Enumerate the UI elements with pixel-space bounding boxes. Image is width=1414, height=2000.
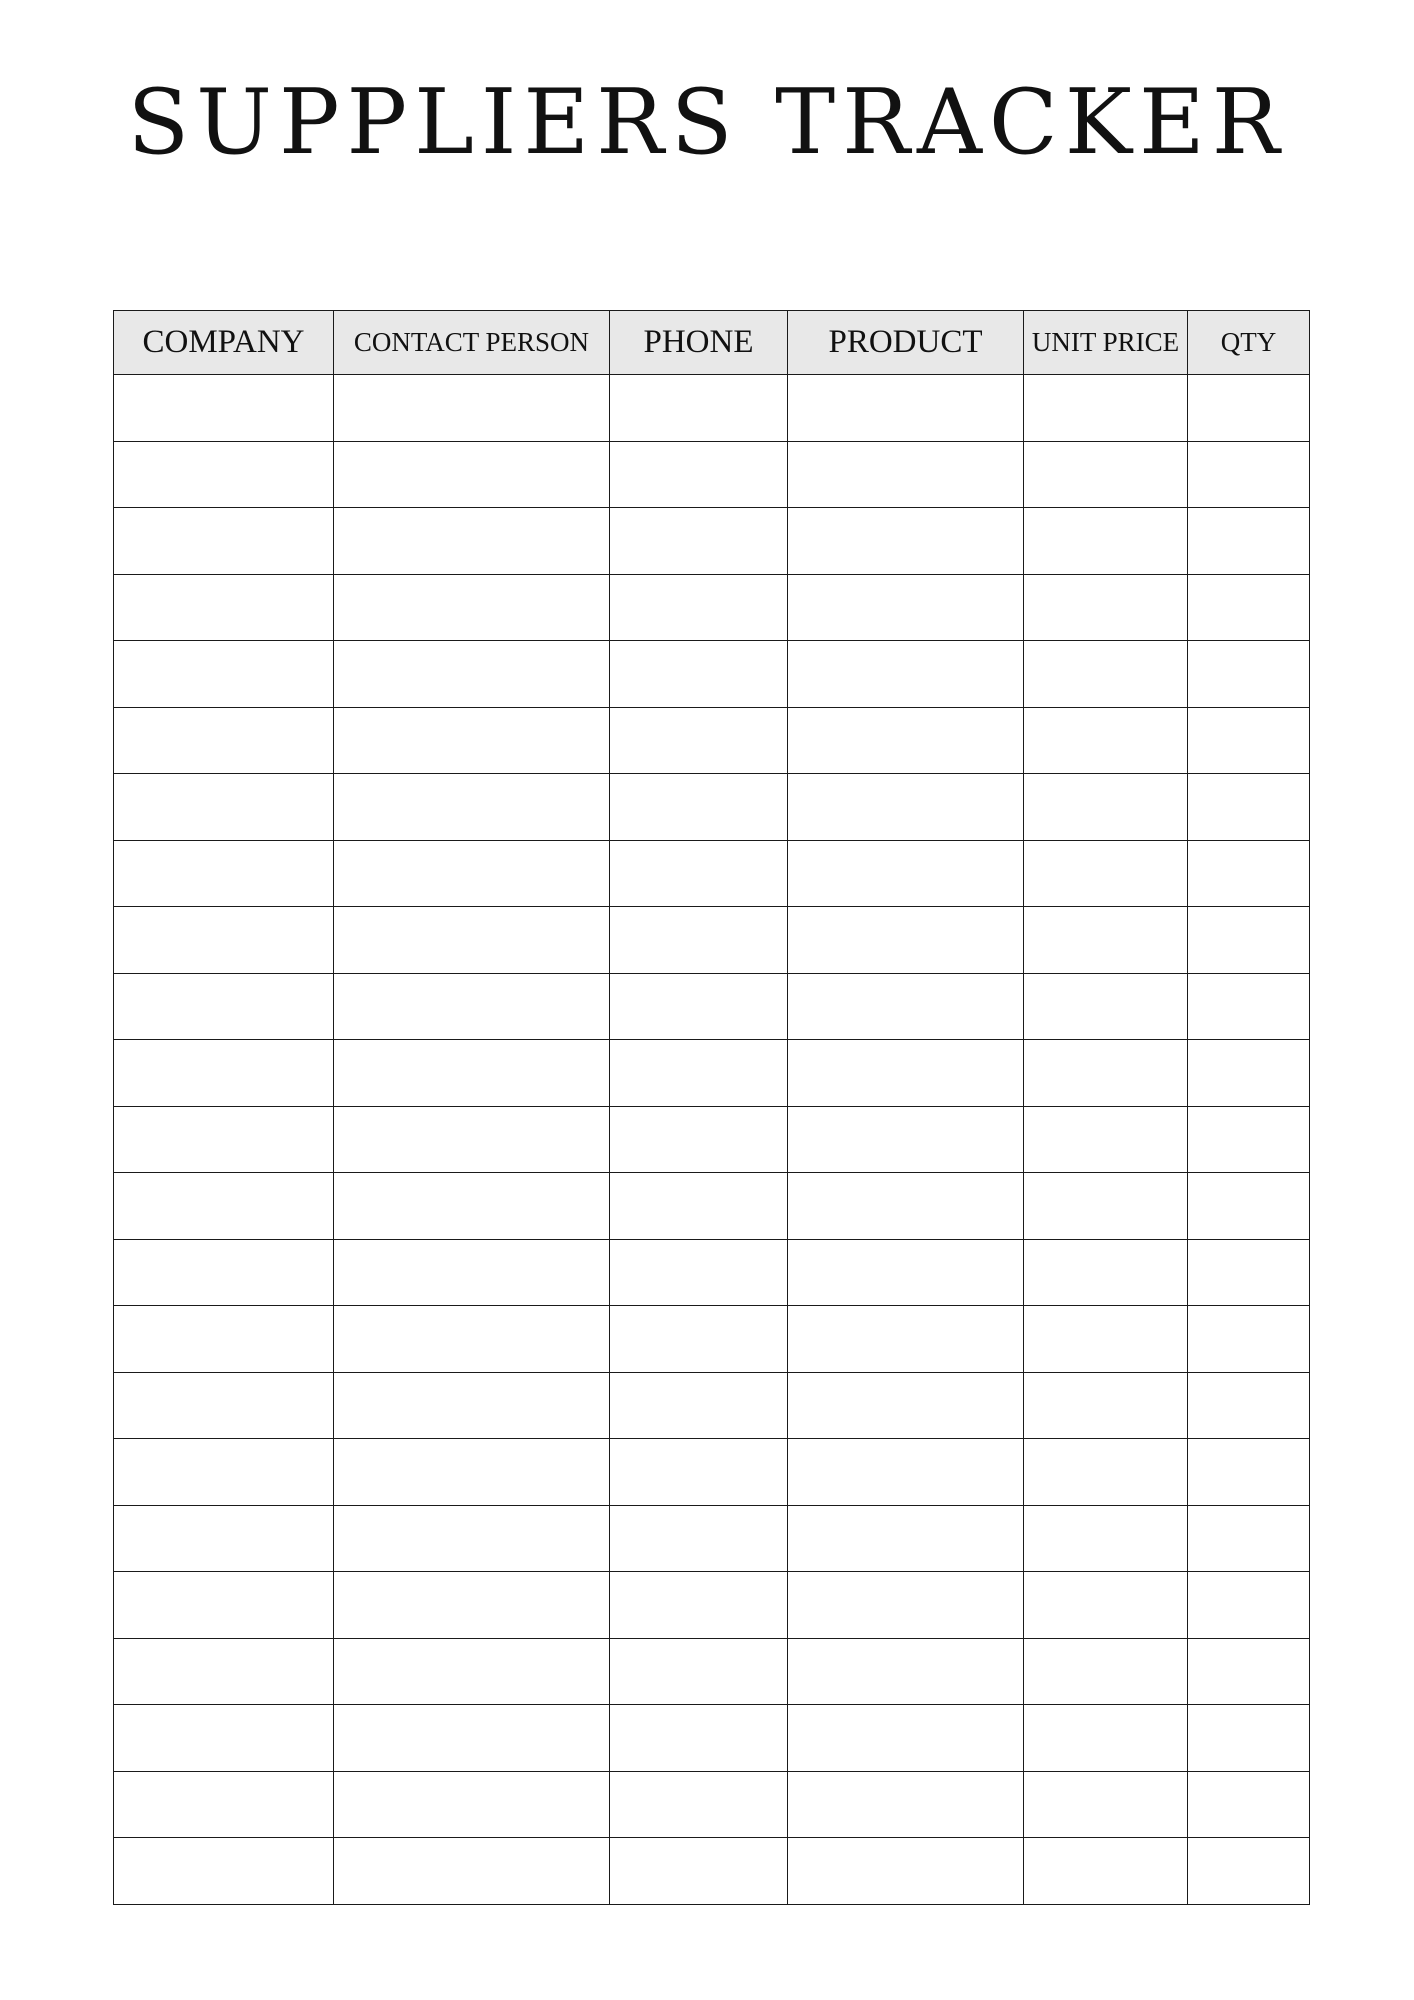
- cell-qty: [1188, 840, 1310, 907]
- cell-product: [788, 1572, 1024, 1639]
- cell-contact-person: [334, 1306, 610, 1373]
- cell-product: [788, 1505, 1024, 1572]
- cell-phone: [610, 508, 788, 575]
- cell-company: [114, 375, 334, 442]
- cell-unit-price: [1024, 1040, 1188, 1107]
- cell-phone: [610, 641, 788, 708]
- cell-phone: [610, 375, 788, 442]
- cell-qty: [1188, 1505, 1310, 1572]
- cell-company: [114, 774, 334, 841]
- cell-qty: [1188, 441, 1310, 508]
- cell-phone: [610, 1505, 788, 1572]
- cell-qty: [1188, 1106, 1310, 1173]
- cell-company: [114, 973, 334, 1040]
- cell-contact-person: [334, 574, 610, 641]
- cell-qty: [1188, 508, 1310, 575]
- cell-contact-person: [334, 1638, 610, 1705]
- cell-company: [114, 574, 334, 641]
- cell-contact-person: [334, 1505, 610, 1572]
- table-row: [114, 441, 1310, 508]
- cell-company: [114, 508, 334, 575]
- cell-contact-person: [334, 1439, 610, 1506]
- cell-phone: [610, 774, 788, 841]
- cell-qty: [1188, 1838, 1310, 1905]
- cell-qty: [1188, 1572, 1310, 1639]
- cell-phone: [610, 1771, 788, 1838]
- cell-unit-price: [1024, 441, 1188, 508]
- table-row: [114, 1572, 1310, 1639]
- cell-product: [788, 1372, 1024, 1439]
- cell-product: [788, 1239, 1024, 1306]
- cell-product: [788, 1705, 1024, 1772]
- cell-qty: [1188, 707, 1310, 774]
- cell-contact-person: [334, 1040, 610, 1107]
- cell-product: [788, 1838, 1024, 1905]
- cell-company: [114, 1771, 334, 1838]
- table-row: [114, 1505, 1310, 1572]
- cell-phone: [610, 1439, 788, 1506]
- cell-contact-person: [334, 907, 610, 974]
- cell-unit-price: [1024, 1173, 1188, 1240]
- cell-product: [788, 441, 1024, 508]
- cell-qty: [1188, 1771, 1310, 1838]
- table-row: [114, 1838, 1310, 1905]
- table-row: [114, 1638, 1310, 1705]
- table-row: [114, 840, 1310, 907]
- column-header-unit-price: UNIT PRICE: [1024, 311, 1188, 375]
- cell-unit-price: [1024, 1838, 1188, 1905]
- cell-phone: [610, 1106, 788, 1173]
- cell-phone: [610, 1838, 788, 1905]
- table-row: [114, 907, 1310, 974]
- cell-unit-price: [1024, 375, 1188, 442]
- table-row: [114, 1040, 1310, 1107]
- cell-unit-price: [1024, 1372, 1188, 1439]
- cell-product: [788, 375, 1024, 442]
- cell-unit-price: [1024, 1106, 1188, 1173]
- table-row: [114, 1439, 1310, 1506]
- cell-contact-person: [334, 641, 610, 708]
- cell-contact-person: [334, 973, 610, 1040]
- column-header-phone: PHONE: [610, 311, 788, 375]
- cell-unit-price: [1024, 973, 1188, 1040]
- cell-unit-price: [1024, 1572, 1188, 1639]
- cell-product: [788, 973, 1024, 1040]
- cell-qty: [1188, 1239, 1310, 1306]
- cell-contact-person: [334, 441, 610, 508]
- cell-qty: [1188, 973, 1310, 1040]
- cell-company: [114, 1505, 334, 1572]
- cell-qty: [1188, 1638, 1310, 1705]
- cell-unit-price: [1024, 1439, 1188, 1506]
- cell-contact-person: [334, 1173, 610, 1240]
- table-row: [114, 641, 1310, 708]
- cell-unit-price: [1024, 1306, 1188, 1373]
- cell-contact-person: [334, 1838, 610, 1905]
- cell-contact-person: [334, 840, 610, 907]
- cell-unit-price: [1024, 1239, 1188, 1306]
- cell-product: [788, 840, 1024, 907]
- cell-qty: [1188, 375, 1310, 442]
- cell-phone: [610, 907, 788, 974]
- cell-unit-price: [1024, 1705, 1188, 1772]
- cell-contact-person: [334, 1572, 610, 1639]
- cell-phone: [610, 1572, 788, 1639]
- cell-contact-person: [334, 1705, 610, 1772]
- cell-company: [114, 1705, 334, 1772]
- cell-contact-person: [334, 1771, 610, 1838]
- cell-unit-price: [1024, 707, 1188, 774]
- table-row: [114, 1771, 1310, 1838]
- cell-company: [114, 1372, 334, 1439]
- cell-company: [114, 907, 334, 974]
- column-header-product: PRODUCT: [788, 311, 1024, 375]
- cell-unit-price: [1024, 1505, 1188, 1572]
- cell-unit-price: [1024, 1771, 1188, 1838]
- cell-product: [788, 1040, 1024, 1107]
- cell-unit-price: [1024, 907, 1188, 974]
- cell-qty: [1188, 1372, 1310, 1439]
- cell-product: [788, 1439, 1024, 1506]
- cell-qty: [1188, 1040, 1310, 1107]
- cell-unit-price: [1024, 1638, 1188, 1705]
- table-row: [114, 973, 1310, 1040]
- cell-phone: [610, 1705, 788, 1772]
- cell-product: [788, 1771, 1024, 1838]
- cell-phone: [610, 1372, 788, 1439]
- cell-company: [114, 1439, 334, 1506]
- cell-unit-price: [1024, 641, 1188, 708]
- table-row: [114, 1306, 1310, 1373]
- cell-contact-person: [334, 375, 610, 442]
- table-row: [114, 1372, 1310, 1439]
- cell-product: [788, 1306, 1024, 1373]
- cell-company: [114, 1173, 334, 1240]
- table-body: [114, 375, 1310, 1905]
- cell-product: [788, 1173, 1024, 1240]
- cell-company: [114, 1838, 334, 1905]
- cell-contact-person: [334, 1106, 610, 1173]
- table-row: [114, 508, 1310, 575]
- cell-company: [114, 840, 334, 907]
- cell-phone: [610, 1638, 788, 1705]
- cell-qty: [1188, 641, 1310, 708]
- cell-phone: [610, 973, 788, 1040]
- cell-phone: [610, 1306, 788, 1373]
- cell-contact-person: [334, 508, 610, 575]
- table-header-row: [114, 311, 1310, 375]
- column-header-qty: QTY: [1188, 311, 1310, 375]
- suppliers-table: [113, 310, 1310, 1905]
- table-row: [114, 375, 1310, 442]
- table-row: [114, 774, 1310, 841]
- cell-product: [788, 641, 1024, 708]
- cell-company: [114, 1306, 334, 1373]
- cell-product: [788, 774, 1024, 841]
- cell-product: [788, 707, 1024, 774]
- cell-unit-price: [1024, 774, 1188, 841]
- table-row: [114, 574, 1310, 641]
- cell-contact-person: [334, 707, 610, 774]
- cell-product: [788, 907, 1024, 974]
- cell-product: [788, 1638, 1024, 1705]
- cell-phone: [610, 574, 788, 641]
- table-row: [114, 707, 1310, 774]
- cell-qty: [1188, 1173, 1310, 1240]
- cell-company: [114, 441, 334, 508]
- cell-unit-price: [1024, 840, 1188, 907]
- cell-company: [114, 1040, 334, 1107]
- cell-phone: [610, 1040, 788, 1107]
- column-header-company: COMPANY: [114, 311, 334, 375]
- table-row: [114, 1106, 1310, 1173]
- column-header-contact-person: CONTACT PERSON: [334, 311, 610, 375]
- cell-product: [788, 1106, 1024, 1173]
- table-row: [114, 1239, 1310, 1306]
- cell-product: [788, 508, 1024, 575]
- cell-contact-person: [334, 1239, 610, 1306]
- cell-phone: [610, 840, 788, 907]
- cell-company: [114, 707, 334, 774]
- cell-company: [114, 1638, 334, 1705]
- cell-company: [114, 641, 334, 708]
- cell-phone: [610, 441, 788, 508]
- cell-company: [114, 1239, 334, 1306]
- table-row: [114, 1173, 1310, 1240]
- page-title: SUPPLIERS TRACKER: [127, 70, 1287, 175]
- cell-qty: [1188, 907, 1310, 974]
- cell-qty: [1188, 1705, 1310, 1772]
- cell-contact-person: [334, 1372, 610, 1439]
- cell-product: [788, 574, 1024, 641]
- cell-qty: [1188, 1306, 1310, 1373]
- cell-company: [114, 1572, 334, 1639]
- cell-qty: [1188, 574, 1310, 641]
- cell-phone: [610, 1239, 788, 1306]
- cell-unit-price: [1024, 574, 1188, 641]
- cell-phone: [610, 1173, 788, 1240]
- cell-contact-person: [334, 774, 610, 841]
- cell-phone: [610, 707, 788, 774]
- table-row: [114, 1705, 1310, 1772]
- cell-unit-price: [1024, 508, 1188, 575]
- cell-company: [114, 1106, 334, 1173]
- cell-qty: [1188, 1439, 1310, 1506]
- cell-qty: [1188, 774, 1310, 841]
